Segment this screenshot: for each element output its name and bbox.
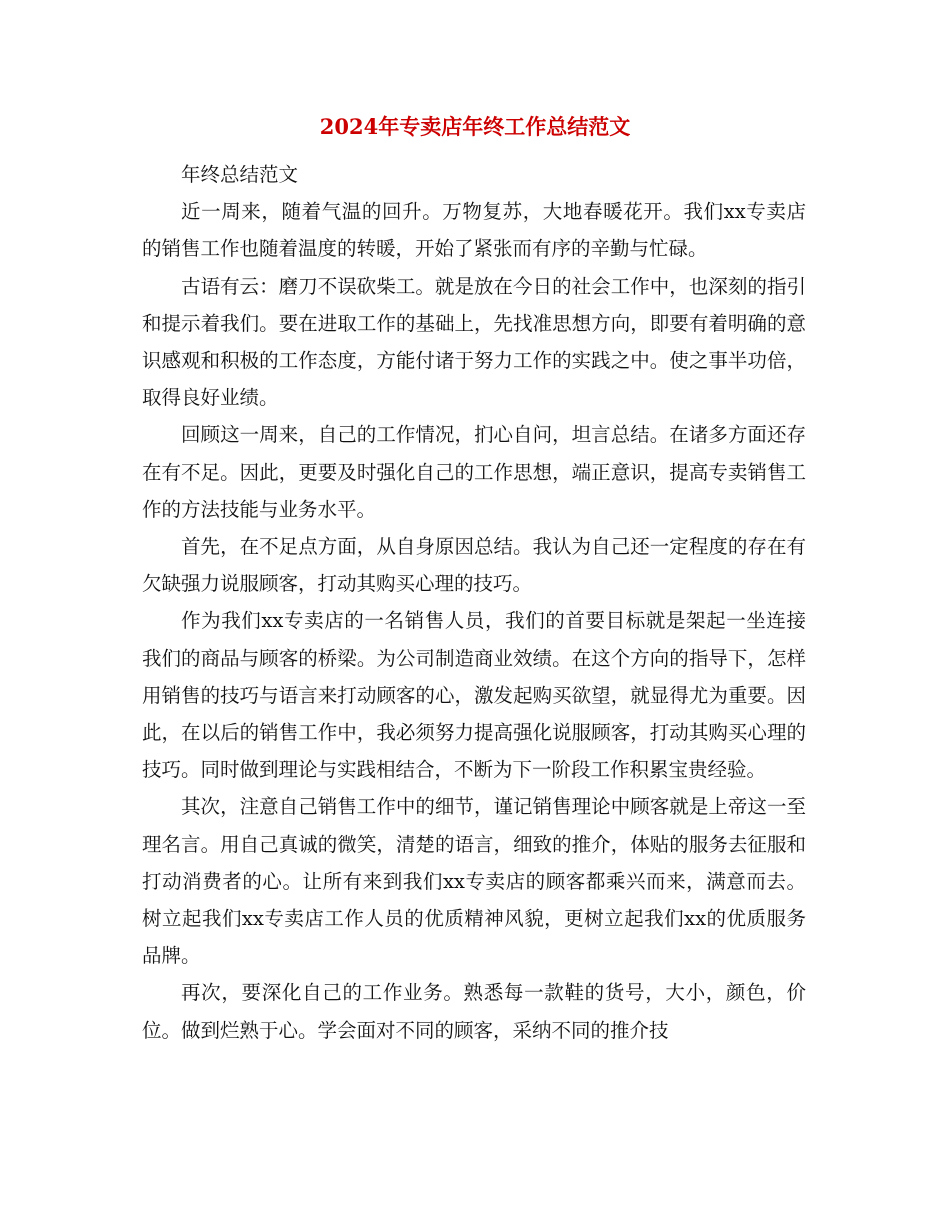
paragraph: 近一周来，随着气温的回升。万物复苏，大地春暖花开。我们xx专卖店的销售工作也随着温度的转暖，开始了紧张而有序的辛勤与忙碌。 <box>142 200 806 261</box>
paragraph: 其次，注意自己销售工作中的细节，谨记销售理论中顾客就是上帝这一至理名言。用自己真诚的微笑，清楚的语言，细致的推介，体贴的服务去征服和打动消费者的心。让所有来到我们xx专卖店的顾客都乘兴而来，满意而去。树立起我们xx专卖店工作人员的优质精神风貌，更树立起我们xx的优质服务品牌。 <box>142 795 806 968</box>
paragraph: 古语有云：磨刀不误砍柴工。就是放在今日的社会工作中，也深刻的指引和提示着我们。要在进取工作的基础上，先找准思想方向，即要有着明确的意识感观和积极的工作态度，方能付诸于努力工作的实践之中。使之事半功倍，取得良好业绩。 <box>142 274 806 410</box>
document-title: 2024年专卖店年终工作总结范文 <box>319 114 631 139</box>
document-body <box>142 156 806 1049</box>
paragraph: 再次，要深化自己的工作业务。熟悉每一款鞋的货号，大小，颜色，价位。做到烂熟于心。学会面对不同的顾客，采纳不同的推介技 <box>142 981 806 1042</box>
paragraph: 作为我们xx专卖店的一名销售人员，我们的首要目标就是架起一坐连接我们的商品与顾客的桥梁。为公司制造商业效绩。在这个方向的指导下，怎样用销售的技巧与语言来打动顾客的心，激发起购买欲望，就显得尤为重要。因此，在以后的销售工作中，我必须努力提高强化说服顾客，打动其购买心理的技巧。同时做到理论与实践相结合，不断为下一阶段工作积累宝贵经验。 <box>142 609 806 782</box>
paragraph: 回顾这一周来，自己的工作情况，扪心自问，坦言总结。在诸多方面还存在有不足。因此，更要及时强化自己的工作思想，端正意识，提高专卖销售工作的方法技能与业务水平。 <box>142 423 806 521</box>
paragraph-heading: 年终总结范文 <box>181 163 299 186</box>
paragraph: 首先，在不足点方面，从自身原因总结。我认为自己还一定程度的存在有欠缺强力说服顾客，打动其购买心理的技巧。 <box>142 535 806 596</box>
